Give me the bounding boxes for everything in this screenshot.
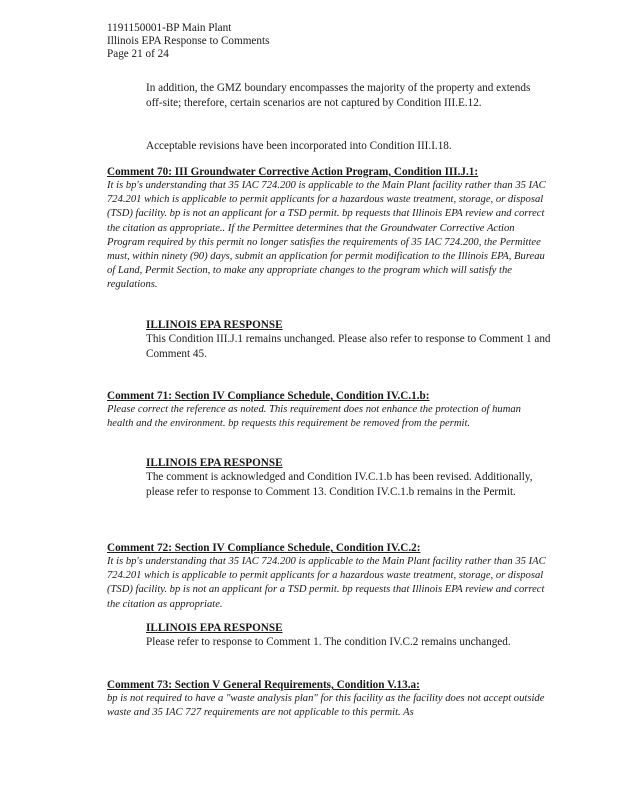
- comment-73-title: Comment 73: Section V General Requirements, Condition V.13.a:: [107, 679, 420, 691]
- header-document-title: Illinois EPA Response to Comments: [107, 35, 270, 48]
- response-body: This Condition III.J.1 remains unchanged. Please also refer to response to Comment 1 and Comment 45.: [146, 333, 551, 360]
- comment-72-body: It is bp's understanding that 35 IAC 724.200 is applicable to the Main Plant facility rather than 35 IAC 724.201 which is applicable to permit applicants for a hazardous waste treatment, storage, or disposal (TSD) facility. bp is not an applicant for a TSD permit. bp requests that Illinois EPA review and correct the citation as appropriate.: [107, 556, 546, 610]
- comment-73-body: bp is not required to have a "waste analysis plan" for this facility as the facility does not accept outside waste and 35 IAC 727 requirements are not applicable to this permit. As: [107, 693, 545, 719]
- comment-72-title: Comment 72: Section IV Compliance Schedule, Condition IV.C.2:: [107, 542, 421, 554]
- response-title: ILLINOIS EPA RESPONSE: [146, 319, 283, 331]
- comment-70-response: [146, 318, 556, 361]
- header-facility-id: 1191150001-BP Main Plant: [107, 22, 232, 34]
- comment-71-body: Please correct the reference as noted. This requirement does not enhance the protection of human health and the environment. bp requests this requirement be removed from the permit.: [107, 404, 521, 430]
- comment-72: [107, 541, 547, 612]
- comment-71: [107, 389, 547, 431]
- page-header: [107, 22, 269, 62]
- response-title: ILLINOIS EPA RESPONSE: [146, 457, 283, 469]
- comment-70-title: Comment 70: III Groundwater Corrective Action Program, Condition III.J.1:: [107, 166, 479, 178]
- comment-73: [107, 678, 547, 720]
- intro-paragraph: In addition, the GMZ boundary encompasses the majority of the property and extends off-site; therefore, certain scenarios are not captured by Condition III.E.12.: [146, 82, 531, 109]
- response-title: ILLINOIS EPA RESPONSE: [146, 622, 283, 634]
- comment-71-response: [146, 456, 556, 499]
- response-body: Please refer to response to Comment 1. The condition IV.C.2 remains unchanged.: [146, 636, 511, 648]
- intro-revisions-paragraph: Acceptable revisions have been incorporated into Condition III.I.18.: [146, 140, 452, 152]
- comment-72-response: [146, 621, 556, 650]
- comment-70-body: It is bp's understanding that 35 IAC 724.200 is applicable to the Main Plant facility rather than 35 IAC 724.201 which is applicable to permit applicants for a hazardous waste treatment, storage, or disposal (TSD) facility. bp is not an applicant for a TSD permit. bp requests that Illinois EPA review and correct the citation as appropriate.. If the Permittee determines that the Groundwater Corrective Action Program required by this permit no longer satisfies the requirements of 35 IAC 724.200, the Permittee must, within ninety (90) days, submit an application for permit modification to the Illinois EPA, Bureau of Land, Permit Section, to make any appropriate changes to the program which will satisfy the regulations.: [107, 180, 546, 291]
- comment-70: [107, 165, 547, 293]
- header-page-number: Page 21 of 24: [107, 48, 169, 61]
- response-body: The comment is acknowledged and Condition IV.C.1.b has been revised. Additionally, please refer to response to Comment 13. Condition IV.C.1.b remains in the Permit.: [146, 471, 533, 498]
- comment-71-title: Comment 71: Section IV Compliance Schedule, Condition IV.C.1.b:: [107, 390, 430, 402]
